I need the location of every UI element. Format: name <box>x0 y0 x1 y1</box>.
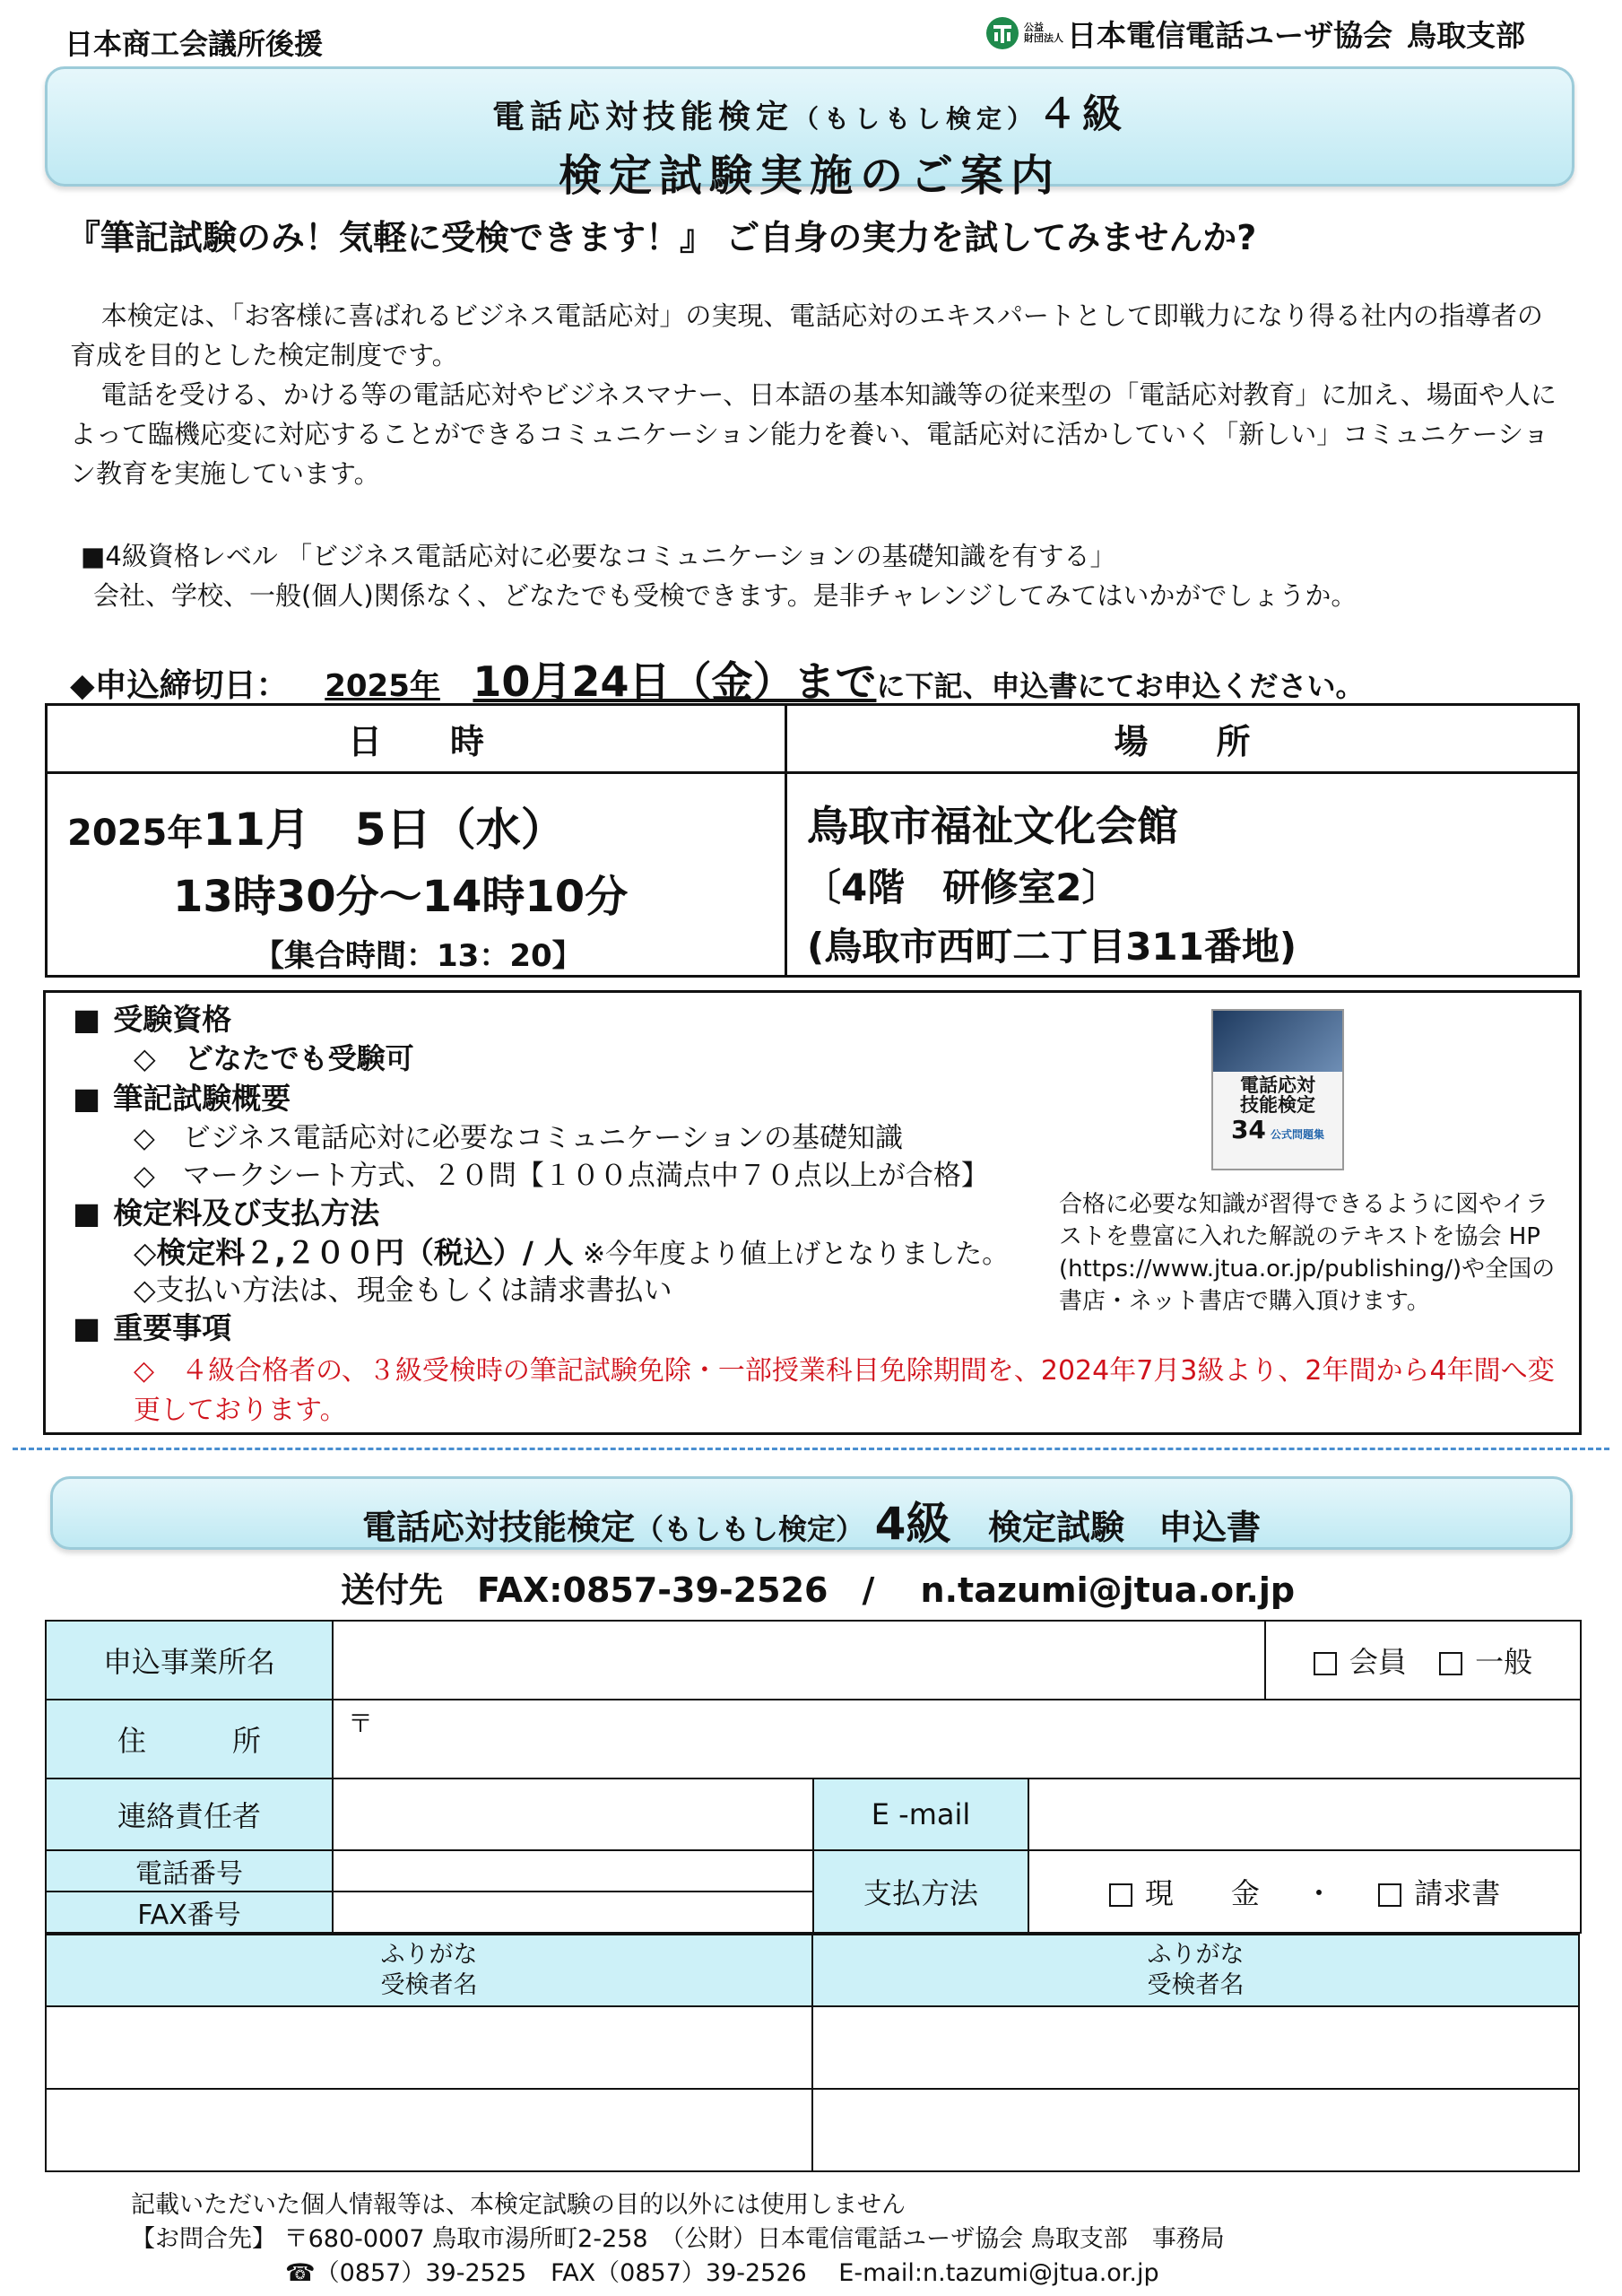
examinee-header-right <box>812 1935 1579 2006</box>
application-form <box>45 1620 1582 1934</box>
furigana-label: ふりがな <box>1147 1941 1245 1969</box>
org-logo <box>984 13 1525 54</box>
contact-line: ☎（0857）39-2525 FAX（0857）39-2526 E-mail:n.tazumi@jtua.or.jp <box>285 2259 1159 2287</box>
postal-mark: 〒 <box>348 1709 374 1738</box>
inquiry-line: 【お問合先】 〒680-0007 鳥取市湯所町2-258 （公財）日本電信電話ユーザ協会 鳥取支部 事務局 <box>131 2225 1225 2253</box>
fee-item: ◇検定料２,２００円（税込）/ 人 <box>134 1235 574 1270</box>
fax-input[interactable] <box>333 1892 813 1933</box>
form-banner <box>50 1476 1573 1550</box>
org-name: 日本電信電話ユーザ協会 <box>1067 17 1392 53</box>
address-input[interactable] <box>333 1700 1581 1779</box>
book-number: 34 <box>1230 1115 1266 1144</box>
form-banner-main: 電話応対技能検定 <box>362 1508 636 1547</box>
examinee-header-left <box>46 1935 812 2006</box>
payment-options <box>1028 1850 1581 1933</box>
address-label: 住 所 <box>46 1700 333 1779</box>
furigana-label: ふりがな <box>380 1941 478 1969</box>
level-section <box>81 536 1569 615</box>
venue-address: (鳥取市西町二丁目311番地) <box>807 925 1297 969</box>
invoice-checkbox[interactable] <box>1378 1883 1401 1907</box>
form-banner-paren: （もしもし検定） <box>635 1512 865 1546</box>
banner-title-sub: 検定試験実施のご案内 <box>558 151 1061 201</box>
examinee-input[interactable] <box>46 2089 812 2171</box>
book-title-line1: 電話応対 <box>1240 1074 1315 1096</box>
membership-cell <box>1265 1621 1581 1700</box>
fee-line <box>134 1230 1009 1272</box>
deadline-suffix: に下記、申込書にてお申込ください。 <box>876 669 1365 703</box>
important-title: ■ 重要事項 <box>73 1305 231 1347</box>
important-item: ◇ ４級合格者の、３級受検時の筆記試験免除・一部授業科目免除期間を、2024年7月3級より、2年間から4年間へ変更しております。 <box>134 1355 1555 1426</box>
email-input[interactable] <box>1028 1779 1581 1850</box>
cash-label: 現 金 <box>1144 1876 1260 1910</box>
date-year: 2025年 <box>67 813 204 854</box>
contact-input[interactable] <box>333 1779 813 1850</box>
level-line: ■4級資格レベル 「ビジネス電話応対に必要なコミュニケーションの基礎知識を有する」 <box>81 541 1116 571</box>
member-checkbox[interactable] <box>1314 1652 1337 1675</box>
general-label: 一般 <box>1475 1645 1533 1679</box>
deadline-year: 2025年 <box>325 668 440 704</box>
gather-time: 【集合時間：13：20】 <box>254 938 583 974</box>
book-subtitle: 公式問題集 <box>1271 1128 1325 1141</box>
invoice-label: 請求書 <box>1414 1876 1501 1910</box>
fee-title: ■ 検定料及び支払方法 <box>73 1190 379 1232</box>
org-prefix-bottom: 財団法人 <box>1024 32 1063 44</box>
exam-time: 13時30分～14時10分 <box>173 872 629 922</box>
examinee-label: 受検者名 <box>1147 1971 1245 1999</box>
payment-label: 支払方法 <box>813 1850 1028 1933</box>
banner-title-main: 電話応対技能検定 <box>491 99 794 135</box>
qualification-item: ◇ どなたでも受験可 <box>134 1041 414 1075</box>
col-place-header: 場 所 <box>786 705 1579 773</box>
phone-input[interactable] <box>333 1850 813 1892</box>
banner-title-grade: ４級 <box>1037 91 1128 137</box>
deadline-date: 10月24日（金）まで <box>473 657 877 706</box>
office-input[interactable] <box>333 1621 1265 1700</box>
fee-note: ※今年度より値上げとなりました。 <box>582 1239 1010 1270</box>
contact-label: 連絡責任者 <box>46 1779 333 1850</box>
office-label: 申込事業所名 <box>46 1621 333 1700</box>
venue-room: 〔4階 研修室2〕 <box>803 865 1120 909</box>
intro-paragraph-2: 電話を受ける、かける等の電話応対やビジネスマナー、日本語の基本知識等の従来型の「電話応対教育」に加え、場面や人によって臨機応変に対応することができるコミュニケーション能力を養い、電話応対に活かしていく「新しい」コミュニケーション教育を実施しています。 <box>70 379 1557 489</box>
form-banner-grade: 4級 <box>874 1498 951 1550</box>
exam-overview-title: ■ 筆記試験概要 <box>73 1075 291 1118</box>
deadline-label: ◆申込締切日： <box>70 667 289 704</box>
book-title-line2: 技能検定 <box>1240 1094 1315 1116</box>
schedule-table <box>45 703 1580 978</box>
branch-name: 鳥取支部 <box>1407 17 1525 53</box>
datetime-cell <box>47 773 786 977</box>
exam-item-2: ◇ マークシート方式、２０問【１００点満点中７０点以上が合格】 <box>134 1160 989 1192</box>
email-label: E -mail <box>813 1779 1028 1850</box>
deadline-line <box>70 649 1364 709</box>
payment-item: ◇支払い方法は、現金もしくは請求書払い <box>134 1273 672 1307</box>
member-label: 会員 <box>1349 1645 1407 1679</box>
details-box <box>43 990 1582 1435</box>
col-datetime-header: 日 時 <box>47 705 786 773</box>
examinee-input[interactable] <box>812 2089 1579 2171</box>
form-banner-rest: 検定試験 申込書 <box>987 1508 1261 1547</box>
examinee-label: 受検者名 <box>380 1971 478 1999</box>
phone-label: 電話番号 <box>46 1850 333 1892</box>
venue-name: 鳥取市福祉文化会館 <box>807 802 1178 850</box>
intro-paragraph-1: 本検定は、「お客様に喜ばれるビジネス電話応対」の実現、電話応対のエキスパートとして即戦力になり得る社内の指導者の育成を目的とした検定制度です。 <box>70 300 1543 370</box>
exam-item-1: ◇ ビジネス電話応対に必要なコミュニケーションの基礎知識 <box>134 1122 904 1154</box>
org-prefix-top: 公益 <box>1024 22 1044 33</box>
book-cover <box>1211 1009 1344 1170</box>
qualification-title: ■ 受験資格 <box>73 996 231 1039</box>
examinee-table <box>45 1934 1580 2172</box>
date-main: 11月 5日（水） <box>203 804 566 856</box>
place-cell <box>786 773 1579 977</box>
title-banner <box>45 66 1574 201</box>
sponsor-text: 日本商工会議所後援 <box>65 27 324 61</box>
fax-label: FAX番号 <box>46 1892 333 1933</box>
examinee-input[interactable] <box>46 2006 812 2089</box>
association-logo-icon <box>984 15 1020 51</box>
level-note: 会社、学校、一般(個人)関係なく、どなたでも受検できます。是非チャレンジしてみてはいかがでしょうか。 <box>93 580 1357 611</box>
general-checkbox[interactable] <box>1439 1652 1462 1675</box>
intro-section <box>70 296 1558 493</box>
cash-checkbox[interactable] <box>1109 1883 1132 1907</box>
payment-separator: ・ <box>1305 1876 1334 1910</box>
privacy-notice: 記載いただいた個人情報等は、本検定試験の目的以外には使用しません <box>131 2191 906 2219</box>
cut-line <box>13 1448 1609 1450</box>
banner-title-paren: （もしもし検定） <box>794 104 1038 134</box>
book-description: 合格に必要な知識が習得できるように図やイラストを豊富に入れた解説のテキストを協会 HP (https://www.jtua.or.jp/publishing/)や全国の書店・ネット書店で購入頂けます。 <box>1059 1191 1556 1315</box>
examinee-input[interactable] <box>812 2006 1579 2089</box>
catchphrase: 『筆記試験のみ！気軽に受検できます！』 ご自身の実力を試してみませんか? <box>66 218 1257 257</box>
send-to: 送付先 FAX:0857-39-2526 / n.tazumi@jtua.or.jp <box>341 1570 1296 1610</box>
